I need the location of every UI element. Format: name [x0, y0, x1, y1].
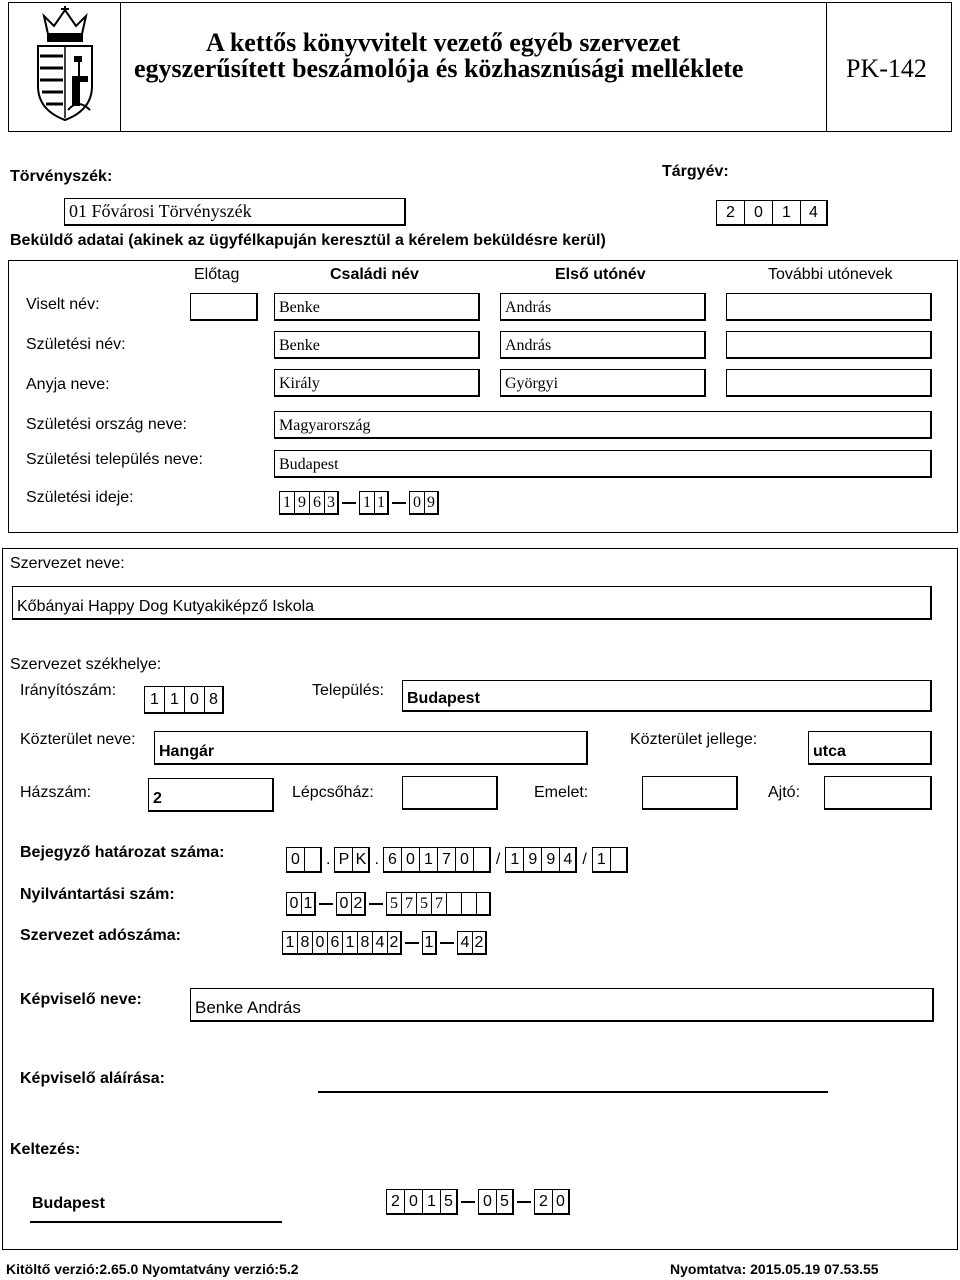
floor-field[interactable] — [642, 776, 738, 810]
mother-more-field[interactable] — [726, 369, 932, 397]
tax-number-digits[interactable] — [282, 931, 487, 955]
digit-cell[interactable]: 0 — [336, 892, 351, 916]
digit-cell[interactable] — [304, 847, 322, 873]
street-label: Közterület neve: — [20, 731, 136, 748]
digit-cell[interactable]: 0 — [401, 847, 419, 873]
digit-cell[interactable]: 1 — [144, 686, 164, 714]
birth-more-field[interactable] — [726, 331, 932, 359]
footer-version: Kitöltő verzió:2.65.0 Nyomtatvány verzió:5.2 — [6, 1261, 299, 1277]
digit-cell[interactable]: 0 — [552, 1189, 570, 1215]
form-title-line2: egyszerűsített beszámolója és közhasznúsági melléklete — [134, 54, 744, 83]
digit-cell[interactable]: 0 — [455, 847, 473, 873]
digit-cell[interactable]: 2 — [351, 892, 366, 916]
representative-name-label: Képviselő neve: — [20, 991, 142, 1008]
digit-cell[interactable]: 1 — [301, 892, 316, 916]
registration-decision-digits[interactable]: 0 . P K . 6 0 1 7 0 / 1 9 9 4 / 1 — [286, 848, 628, 872]
digit-cell[interactable]: 9 — [294, 491, 309, 515]
representative-name-field[interactable]: Benke András — [190, 988, 934, 1022]
digit-cell[interactable]: 0 — [312, 931, 327, 955]
birth-city-label: Születési település neve: — [26, 451, 203, 468]
org-name-label: Szervezet neve: — [10, 555, 125, 572]
registry-number-digits[interactable] — [286, 892, 491, 916]
birth-date-digits[interactable] — [279, 491, 439, 515]
digit-cell[interactable]: 1 — [422, 1189, 440, 1215]
digit-cell[interactable]: 4 — [559, 847, 577, 873]
digit-cell[interactable]: 1 — [505, 847, 523, 873]
digit-cell[interactable] — [473, 847, 491, 873]
mother-first-field[interactable]: Györgyi — [500, 369, 706, 397]
digit-cell[interactable]: 5 — [416, 892, 431, 916]
digit-cell[interactable]: 9 — [523, 847, 541, 873]
birth-city-field[interactable]: Budapest — [274, 450, 932, 478]
tax-number-label: Szervezet adószáma: — [20, 927, 181, 944]
digit-cell[interactable]: 4 — [457, 931, 472, 955]
door-label: Ajtó: — [768, 784, 801, 801]
current-first-field[interactable]: András — [500, 293, 706, 321]
digit-cell[interactable]: 8 — [204, 686, 224, 714]
birth-first-field[interactable]: András — [500, 331, 706, 359]
court-label: Törvényszék: — [10, 168, 113, 185]
digit-cell[interactable]: 0 — [286, 892, 301, 916]
digit-cell[interactable]: 0 — [744, 200, 772, 226]
birth-country-field[interactable]: Magyarország — [274, 411, 932, 439]
city-label: Település: — [312, 682, 385, 699]
digit-cell[interactable]: 6 — [327, 931, 342, 955]
zip-digits[interactable] — [144, 688, 224, 712]
digit-cell[interactable] — [610, 847, 628, 873]
org-seat-label: Szervezet székhelye: — [10, 656, 162, 673]
birth-name-label: Születési név: — [26, 336, 126, 353]
form-title-line1: A kettős könyvvitelt vezető egyéb szervezet — [206, 28, 681, 57]
house-number-field[interactable]: 2 — [148, 778, 274, 812]
door-field[interactable] — [824, 776, 932, 810]
dated-place[interactable]: Budapest — [32, 1195, 105, 1212]
digit-cell[interactable]: 7 — [431, 892, 446, 916]
birth-date-label: Születési ideje: — [26, 489, 134, 506]
registration-decision-label: Bejegyző határozat száma: — [20, 844, 225, 861]
signature-line — [318, 1091, 828, 1093]
digit-cell[interactable]: 9 — [541, 847, 559, 873]
staircase-field[interactable] — [402, 776, 498, 810]
digit-cell[interactable] — [461, 892, 476, 916]
digit-cell[interactable]: 4 — [800, 200, 828, 226]
form-code: PK-142 — [846, 54, 927, 83]
digit-cell[interactable]: 2 — [534, 1189, 552, 1215]
digit-cell[interactable]: 2 — [716, 200, 744, 226]
col-more-header: További utónevek — [768, 266, 893, 283]
header-divider-right — [826, 2, 827, 132]
digit-cell[interactable]: 9 — [424, 491, 439, 515]
sender-caption: Beküldő adatai (akinek az ügyfélkapuján keresztül a kérelem beküldésre kerül) — [10, 232, 606, 249]
digit-cell[interactable] — [446, 892, 461, 916]
col-first-header: Első utónév — [555, 266, 646, 283]
street-type-label: Közterület jellege: — [630, 731, 758, 748]
dated-label: Keltezés: — [10, 1141, 81, 1158]
digit-cell[interactable]: 1 — [279, 491, 294, 515]
current-more-field[interactable] — [726, 293, 932, 321]
digit-cell[interactable]: 1 — [282, 931, 297, 955]
org-name-field[interactable]: Kőbányai Happy Dog Kutyakiképző Iskola — [12, 586, 932, 620]
mother-family-field[interactable]: Király — [274, 369, 480, 397]
digit-cell[interactable]: 0 — [404, 1189, 422, 1215]
digit-cell[interactable]: 8 — [297, 931, 312, 955]
year-digits[interactable] — [716, 200, 828, 226]
digit-cell[interactable]: 0 — [184, 686, 204, 714]
digit-cell[interactable]: 3 — [324, 491, 339, 515]
digit-cell[interactable] — [476, 892, 491, 916]
staircase-label: Lépcsőház: — [292, 784, 374, 801]
current-prefix-field[interactable] — [190, 293, 258, 321]
current-name-label: Viselt név: — [26, 296, 100, 313]
digit-cell[interactable]: 7 — [401, 892, 416, 916]
digit-cell[interactable]: 6 — [309, 491, 324, 515]
digit-cell[interactable]: 8 — [357, 931, 372, 955]
digit-cell[interactable]: P — [334, 847, 352, 873]
current-family-field[interactable]: Benke — [274, 293, 480, 321]
footer-printed: Nyomtatva: 2015.05.19 07.53.55 — [670, 1261, 879, 1277]
digit-cell[interactable]: 1 — [592, 847, 610, 873]
mother-name-label: Anyja neve: — [26, 376, 110, 393]
digit-cell[interactable]: 1 — [772, 200, 800, 226]
digit-cell[interactable]: 2 — [472, 931, 487, 955]
zip-label: Irányítószám: — [20, 682, 117, 699]
court-field[interactable]: 01 Fővárosi Törvényszék — [64, 198, 406, 226]
birth-family-field[interactable]: Benke — [274, 331, 480, 359]
digit-cell[interactable]: 6 — [383, 847, 401, 873]
digit-cell[interactable]: 2 — [387, 931, 402, 955]
digit-cell[interactable]: 1 — [419, 847, 437, 873]
digit-cell[interactable]: 1 — [342, 931, 357, 955]
floor-label: Emelet: — [534, 784, 589, 801]
digit-cell[interactable]: 1 — [374, 491, 389, 515]
digit-cell[interactable]: 1 — [422, 931, 437, 955]
digit-cell[interactable]: 5 — [440, 1189, 458, 1215]
col-prefix-header: Előtag — [194, 266, 240, 283]
digit-cell[interactable]: K — [352, 847, 370, 873]
digit-cell[interactable]: 0 — [478, 1189, 496, 1215]
registry-number-label: Nyilvántartási szám: — [20, 886, 175, 903]
digit-cell[interactable]: 4 — [372, 931, 387, 955]
digit-cell[interactable]: 7 — [437, 847, 455, 873]
representative-signature-label: Képviselő aláírása: — [20, 1070, 165, 1087]
digit-cell[interactable]: 0 — [286, 847, 304, 873]
digit-cell[interactable]: 1 — [359, 491, 374, 515]
street-field[interactable]: Hangár — [154, 731, 588, 765]
col-family-header: Családi név — [330, 266, 419, 283]
dated-date-digits[interactable] — [386, 1190, 570, 1214]
digit-cell[interactable]: 5 — [386, 892, 401, 916]
digit-cell[interactable]: 0 — [409, 491, 424, 515]
city-field[interactable]: Budapest — [402, 680, 932, 712]
house-number-label: Házszám: — [20, 784, 92, 801]
digit-cell[interactable]: 1 — [164, 686, 184, 714]
digit-cell[interactable]: 2 — [386, 1189, 404, 1215]
street-type-field[interactable]: utca — [808, 731, 932, 765]
dated-place-line — [30, 1221, 282, 1223]
hungary-coat-of-arms-icon — [30, 6, 100, 122]
birth-country-label: Születési ország neve: — [26, 416, 187, 433]
header-divider-left — [120, 2, 121, 132]
year-label: Tárgyév: — [662, 163, 729, 180]
digit-cell[interactable]: 5 — [496, 1189, 514, 1215]
